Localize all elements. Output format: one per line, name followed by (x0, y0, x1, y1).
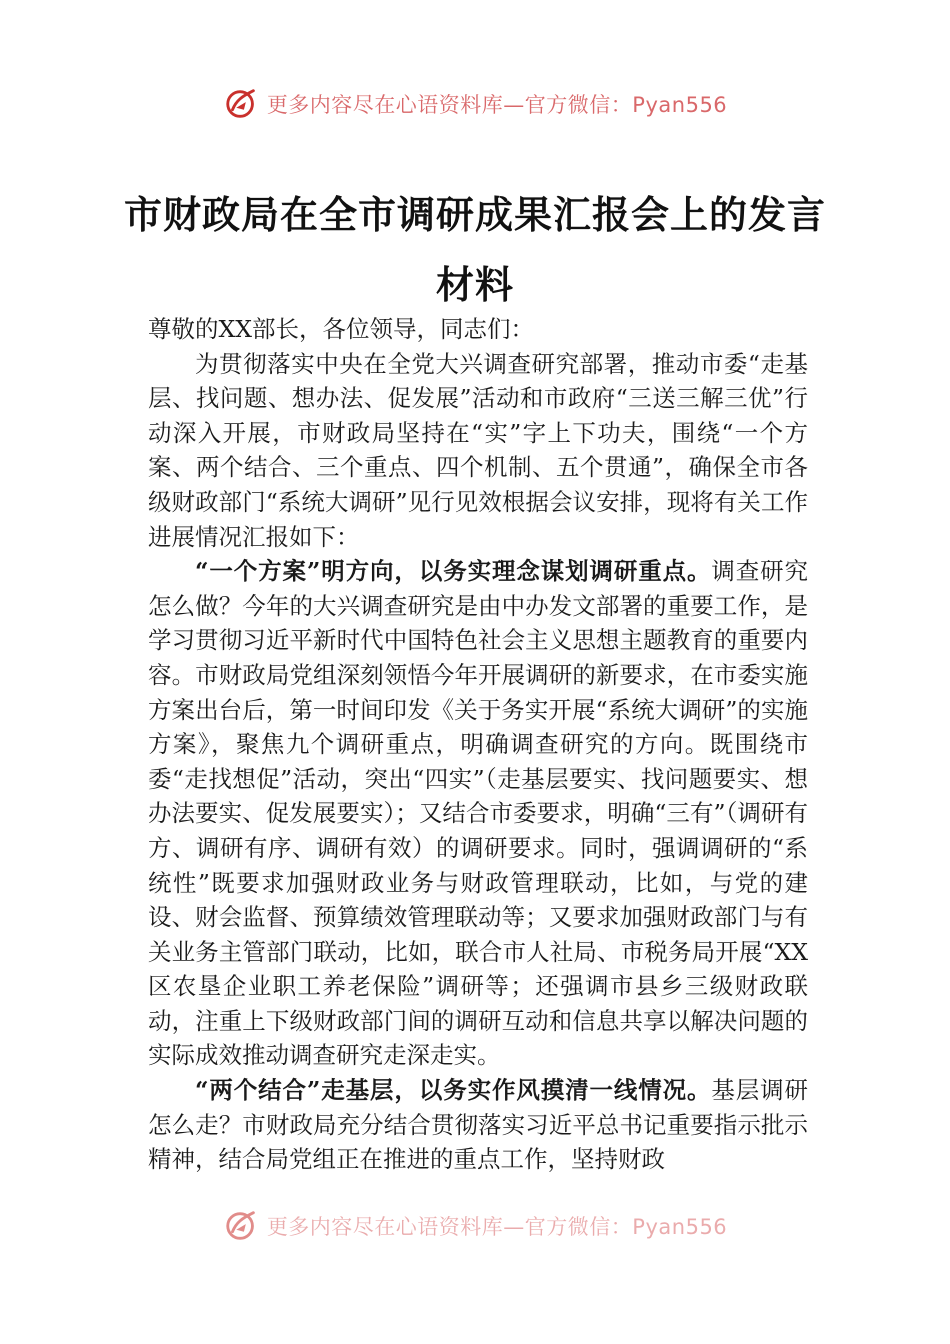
section-1-body: 调查研究怎么做？今年的大兴调查研究是由中办发文部署的重要工作，是学习贯彻习近平新时代中国特色社会主义思想主题教育的重要内容。市财政局党组深刻领悟今年开展调研的新要求，在市委实施方案出台后，第一时间印发《关于务实开展“系统大调研”的实施方案》，聚焦九个调研重点，明确调查研究的方向。既围绕市委“走找想促”活动，突出“四实”（走基层要实、找问题要实、想办法要实、促发展要实）；又结合市委要求，明确“三有”（调研有方、调研有序、调研有效）的调研要求。同时，强调调研的“系统性”既要求加强财政业务与财政管理联动，比如，与党的建设、财会监督、预算绩效管理联动等；又要求加强财政部门与有关业务主管部门联动，比如，联合市人社局、市税务局开展“XX区农垦企业职工养老保险”调研等；还强调市县乡三级财政联动，注重上下级财政部门间的调研互动和信息共享以解决问题的实际成效推动调查研究走深走实。 (148, 557, 808, 1070)
watermark-footer (0, 1208, 950, 1244)
document-title-line-1: 市财政局在全市调研成果汇报会上的发言 (123, 192, 826, 237)
intro-paragraph: 为贯彻落实中央在全党大兴调查研究部署，推动市委“走基层、找问题、想办法、促发展”活动和市政府“三送三解三优”行动深入开展，市财政局坚持在“实”字上下功夫，围绕“一个方案、两个结合、三个重点、四个机制、五个贯通”，确保全市各级财政部门“系统大调研”见行见效根据会议安排，现将有关工作进展情况汇报如下： (148, 349, 808, 551)
watermark-text: 更多内容尽在心语资料库—官方微信：Pyan556 (266, 1215, 728, 1239)
pen-logo-icon (223, 1208, 261, 1244)
document-title-line-2: 材料 (435, 262, 514, 307)
section-1-paragraph (148, 554, 808, 1073)
document-body (148, 312, 808, 1177)
watermark-text: 更多内容尽在心语资料库—官方微信：Pyan556 (266, 93, 728, 117)
salutation: 尊敬的XX部长，各位领导，同志们： (148, 315, 534, 343)
section-2-heading: “两个结合”走基层，以务实作风摸清一线情况。 (195, 1076, 712, 1105)
section-2-paragraph (148, 1073, 808, 1177)
watermark-header (0, 84, 950, 124)
section-2-body: 基层调研怎么走？市财政局充分结合贯彻落实习近平总书记重要指示批示精神，结合局党组正在推进的重点工作，坚持财政 (148, 1076, 808, 1174)
section-1-heading: “一个方案”明方向，以务实理念谋划调研重点。 (195, 557, 712, 586)
pen-logo-icon (223, 85, 261, 123)
